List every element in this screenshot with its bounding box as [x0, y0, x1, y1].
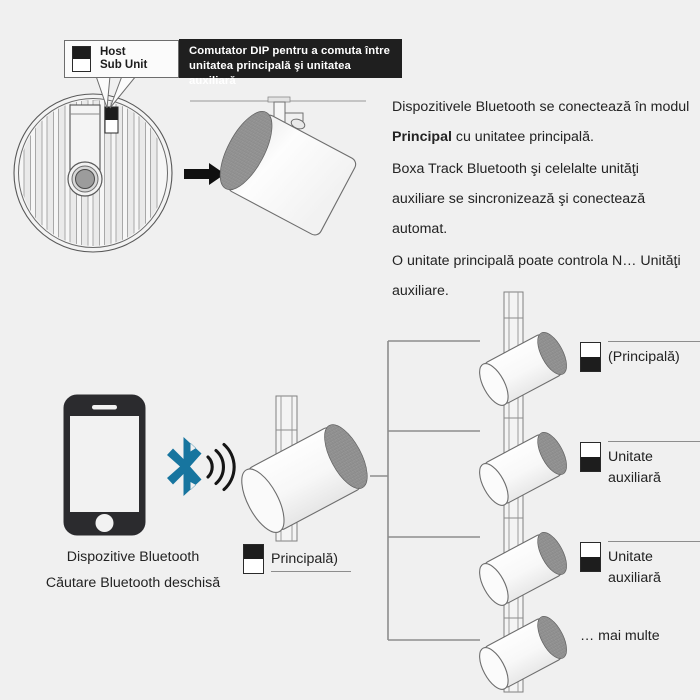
switch-top-half: [581, 543, 600, 557]
switch-top-half: [581, 443, 600, 457]
callout-pointer: [60, 74, 180, 114]
label-text-wrap: [608, 341, 680, 368]
label-center-main: [243, 543, 338, 574]
label-right-aux-2: [580, 541, 661, 589]
phone-caption: [8, 544, 258, 596]
switch-icon-right-3: [580, 542, 601, 572]
callout-line-2: unitatea principală şi unitatea auxiliară: [189, 60, 351, 87]
phone-caption-line-1: Dispozitive Bluetooth: [66, 549, 200, 565]
description-text: [392, 92, 692, 308]
switch-bottom-half: [581, 457, 600, 471]
label-right-main-text: (Principală): [608, 349, 680, 365]
legend-switch-host-half: [73, 47, 90, 59]
bluetooth-signal-waves: [208, 445, 234, 490]
switch-bottom-half: [581, 357, 600, 371]
label-text-wrap: [608, 541, 661, 589]
description-paragraph-2: Boxa Track Bluetooth şi celelalte unităţi auxiliare se sincronizează şi conectează automat.: [392, 161, 646, 237]
legend-host-label: Host: [100, 45, 126, 58]
label-text-wrap: [271, 543, 338, 570]
description-paragraph-3: O unitate principală poate controla N… Unităţi auxiliare.: [392, 253, 681, 299]
phone-caption-line-2: Căutare Bluetooth deschisă: [45, 575, 221, 591]
label-right-aux-1-line-1: Unitate: [608, 449, 653, 465]
legend-switch-sub-half: [73, 59, 90, 71]
legend-label-group: [100, 46, 147, 73]
label-underline: [608, 341, 700, 342]
callout-line-1: Comutator DIP pentru a comuta între: [189, 45, 391, 57]
label-text-wrap: [608, 441, 661, 489]
label-right-aux-1: [580, 441, 661, 489]
smartphone-icon: [63, 394, 146, 536]
right-track-assembly: [478, 292, 588, 692]
description-p1-bold: Principal: [392, 129, 452, 145]
label-more: … mai multe: [580, 628, 660, 644]
track-speaker-installed-diagram: [190, 88, 366, 240]
legend-sub-unit-label: Sub Unit: [100, 59, 148, 71]
description-paragraph-1: [392, 92, 692, 152]
legend-dip-switch-icon: [72, 46, 91, 72]
label-underline: [608, 441, 700, 442]
switch-bottom-half: [581, 557, 600, 571]
bluetooth-glyph: [167, 437, 202, 496]
label-center-main-text: Principală): [271, 551, 339, 567]
label-right-aux-1-line-2: auxiliară: [608, 470, 661, 486]
description-p1-before: Dispozitivele Bluetooth se conectează în modul: [392, 99, 690, 115]
switch-icon-center-main: [243, 544, 264, 574]
dip-switch-callout: [179, 39, 402, 87]
bluetooth-icon: [163, 437, 235, 497]
main-track-speaker: [248, 396, 378, 541]
label-right-main: [580, 341, 680, 372]
legend-host-subunit: [64, 40, 179, 78]
description-p1-after: cu unitatee principală.: [451, 129, 594, 145]
label-right-aux-2-line-2: auxiliară: [608, 570, 661, 586]
switch-icon-right-2: [580, 442, 601, 472]
switch-bottom-half: [244, 559, 263, 573]
switch-icon-right-1: [580, 342, 601, 372]
label-underline: [608, 541, 700, 542]
switch-top-half: [244, 545, 263, 559]
label-underline: [271, 571, 351, 572]
switch-top-half: [581, 343, 600, 357]
label-right-aux-2-line-1: Unitate: [608, 549, 653, 565]
